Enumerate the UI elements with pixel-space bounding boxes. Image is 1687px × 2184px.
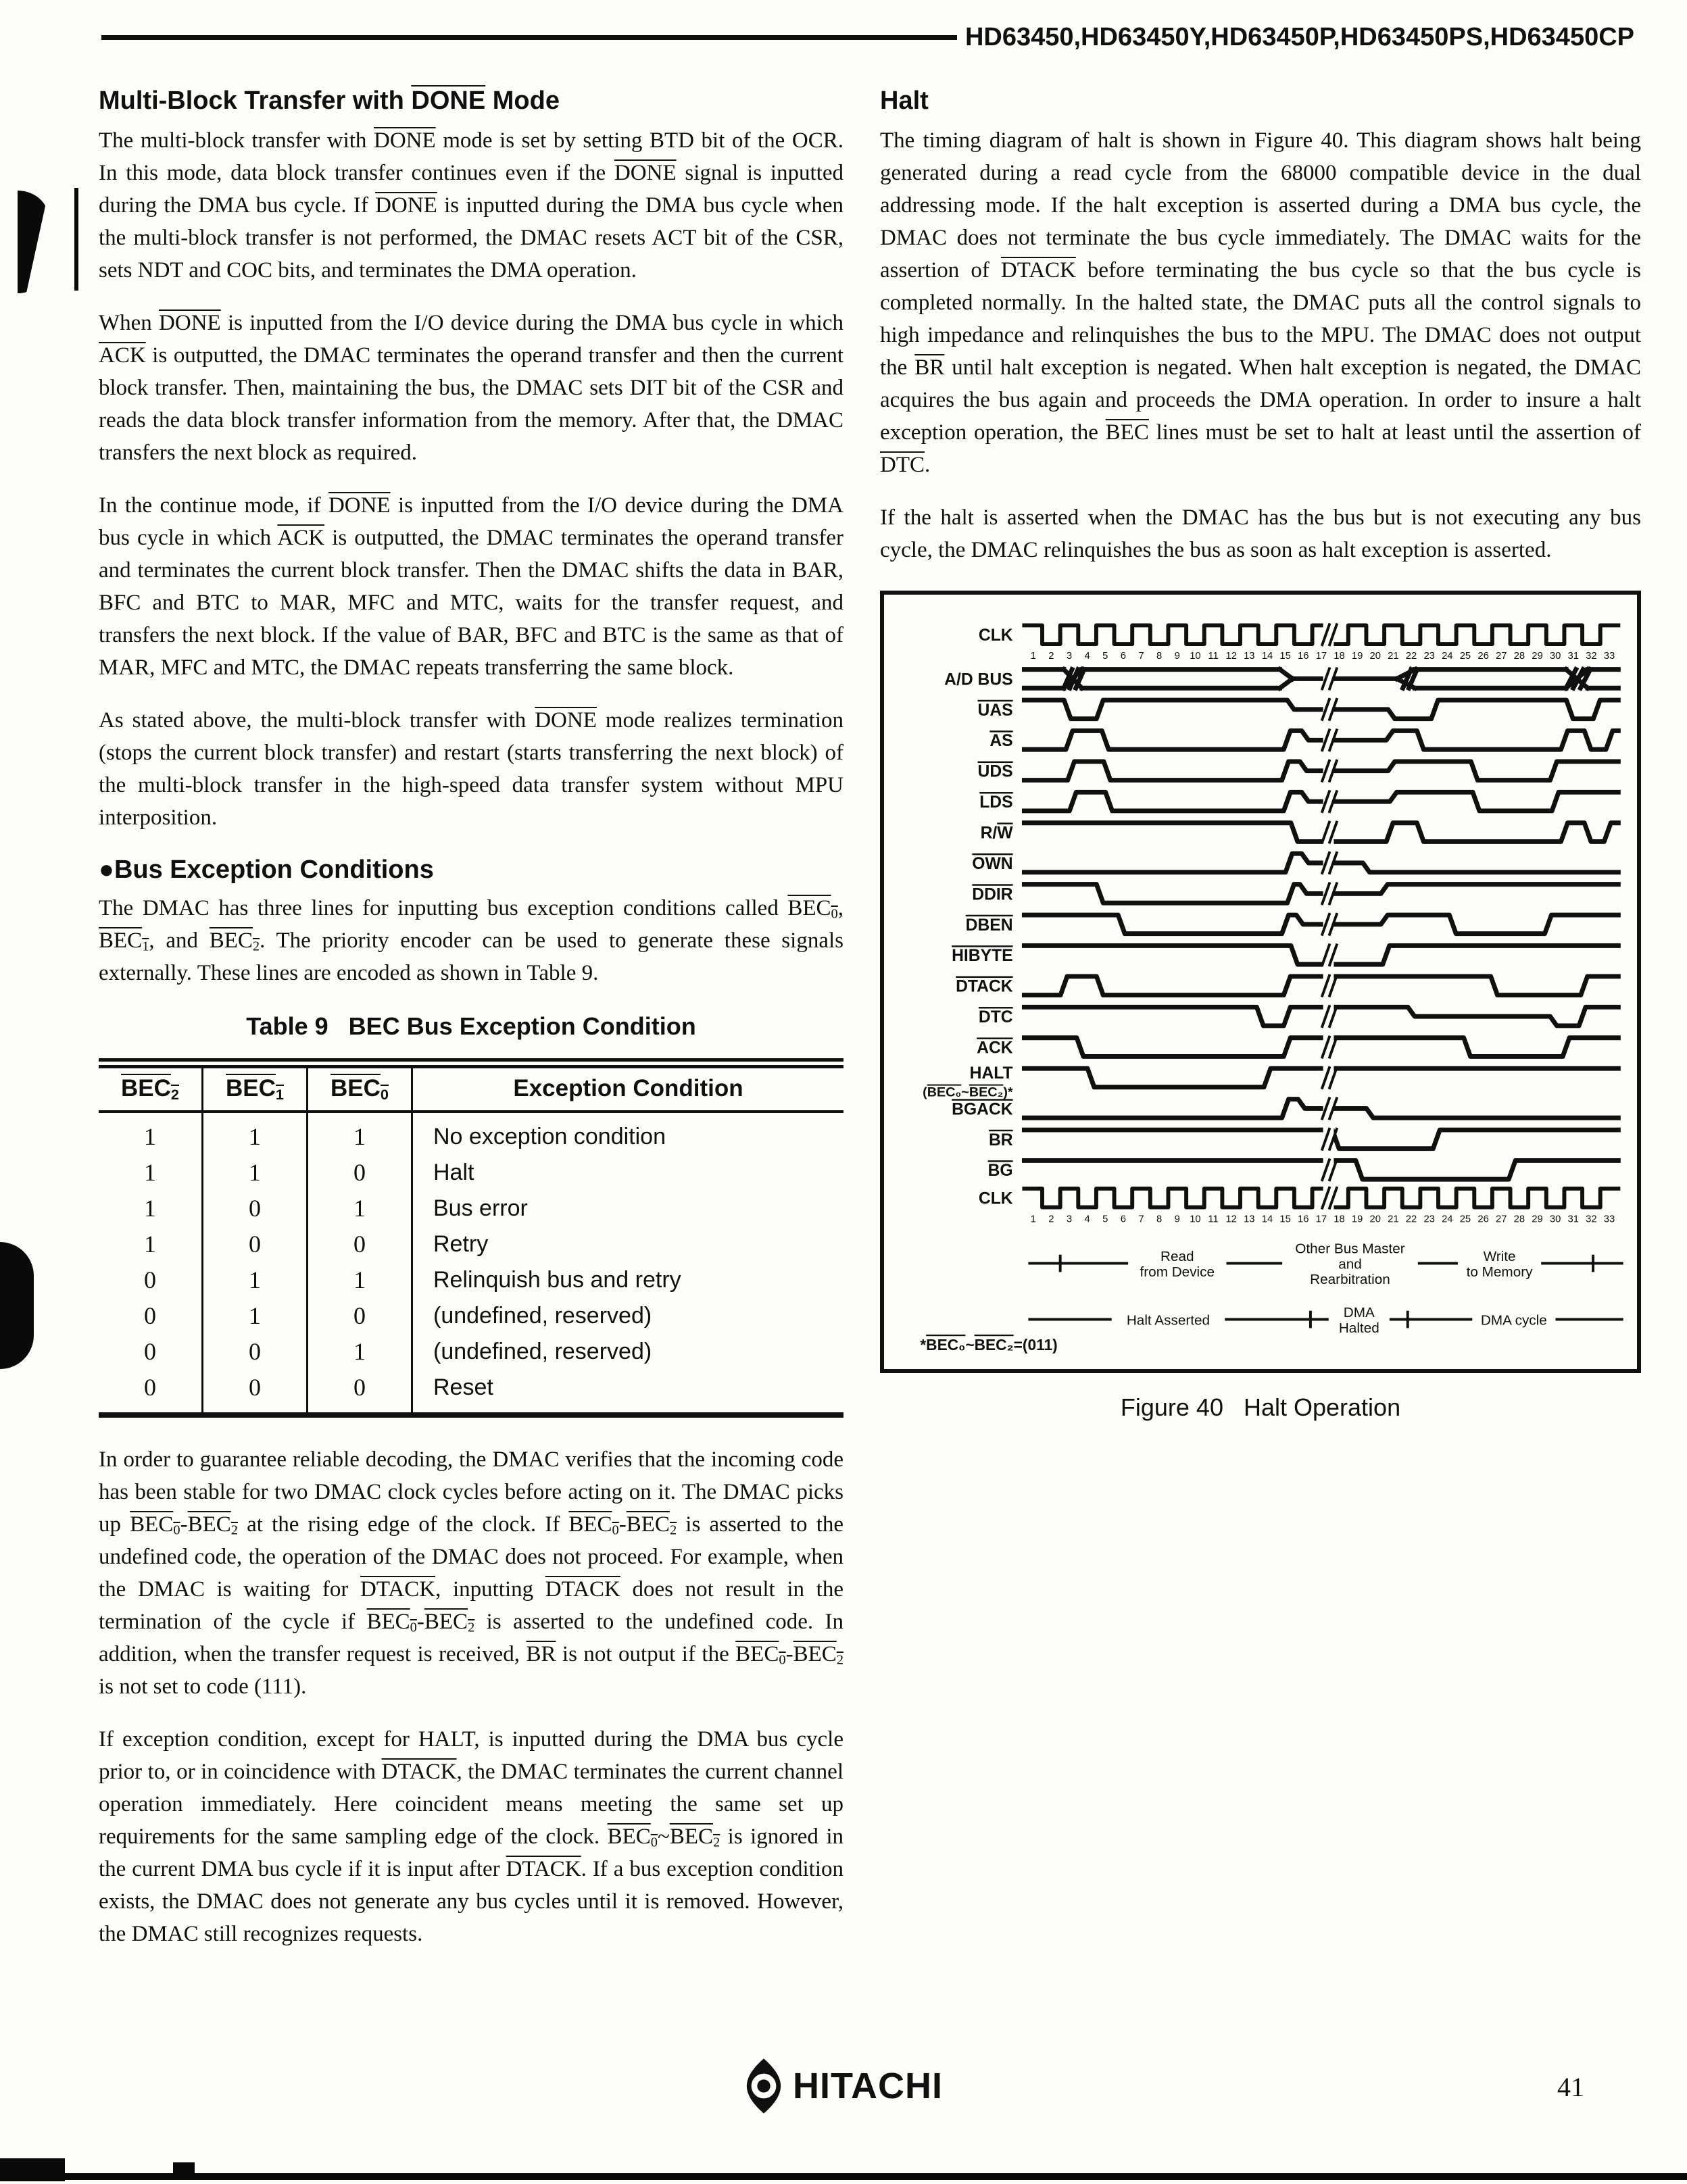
table-row — [99, 1191, 844, 1226]
svg-text:2: 2 — [1048, 650, 1054, 662]
svg-text:Halted: Halted — [1338, 1320, 1379, 1336]
svg-text:25: 25 — [1459, 650, 1471, 662]
page-number: 41 — [1557, 2072, 1584, 2102]
scan-artifact — [173, 2162, 195, 2180]
svg-text:12: 12 — [1225, 1214, 1237, 1225]
signal-row-3 — [989, 725, 1618, 755]
svg-text:20: 20 — [1369, 1214, 1382, 1225]
svg-text:R/W: R/W — [980, 824, 1013, 843]
svg-text:32: 32 — [1586, 650, 1597, 662]
bit-cell: 1 — [203, 1262, 308, 1298]
svg-text:24: 24 — [1442, 1214, 1453, 1225]
table-row — [99, 1226, 844, 1262]
paragraph: When DONE is inputted from the I/O device during the DMA bus cycle in which $\overline{ACK}$ is outputted, the DMAC terminates the operand transfer and then the current block transfer. Then, maintaining the bus, the DMAC sets DIT bit of the CSR and reads the data block transfer information from the memory. After that, the DMAC transfers the next block as required. — [99, 311, 844, 465]
scan-artifact — [74, 188, 78, 291]
table-col-header: Exception Condition — [412, 1067, 844, 1112]
bit-cell: 1 — [203, 1112, 308, 1155]
svg-text:DDIR: DDIR — [972, 885, 1013, 904]
condition-cell: Retry — [412, 1226, 844, 1262]
svg-text:17: 17 — [1315, 1214, 1327, 1225]
svg-text:BR: BR — [988, 1131, 1013, 1149]
table-header-row — [99, 1067, 844, 1112]
scan-artifact — [0, 1242, 34, 1369]
figure-caption: Figure 40 Halt Operation — [1120, 1393, 1401, 1421]
left-column — [99, 85, 844, 1970]
svg-text:to Memory: to Memory — [1466, 1264, 1533, 1280]
signal-row-4 — [978, 755, 1619, 786]
svg-text:13: 13 — [1244, 1214, 1255, 1225]
bit-cell: 0 — [144, 1302, 156, 1329]
svg-text:30: 30 — [1549, 650, 1561, 662]
signal-row-12 — [979, 1001, 1618, 1031]
svg-text:22: 22 — [1405, 1214, 1417, 1225]
svg-text:14: 14 — [1261, 650, 1273, 662]
svg-text:15: 15 — [1279, 1214, 1291, 1225]
svg-text:4: 4 — [1084, 650, 1090, 662]
svg-text:3: 3 — [1066, 1214, 1073, 1225]
figure40-box — [880, 591, 1641, 1373]
table-row — [99, 1112, 844, 1155]
signal-row-11 — [956, 970, 1618, 1001]
signal-row-13 — [977, 1032, 1618, 1062]
svg-text:3: 3 — [1066, 650, 1073, 662]
condition-cell: Halt — [412, 1155, 844, 1191]
svg-text:OWN: OWN — [972, 854, 1013, 873]
svg-text:24: 24 — [1442, 650, 1453, 662]
svg-text:7: 7 — [1138, 1214, 1144, 1225]
timing-diagram — [884, 595, 1637, 1369]
svg-text:A/D BUS: A/D BUS — [944, 670, 1013, 689]
svg-text:13: 13 — [1244, 650, 1255, 662]
paragraph: As stated above, the multi-block transfer with DONE mode realizes termination (stops the current block transfer) and restart (starts transferring the next block) of the multi-block transfer in the high-speed data transfer system without MPU interposition. — [99, 708, 844, 830]
header-rule — [101, 35, 957, 40]
table-row — [99, 1298, 844, 1334]
bit-cell: 1 — [144, 1195, 156, 1222]
paragraph: If the halt is asserted when the DMAC has the bus but is not executing any bus cycle, the DMAC relinquishes the bus as soon as halt exception is asserted. — [880, 505, 1641, 562]
svg-text:9: 9 — [1174, 650, 1180, 662]
svg-text:12: 12 — [1225, 650, 1237, 662]
bit-cell: 0 — [144, 1374, 156, 1401]
table-row — [99, 1262, 844, 1298]
svg-text:33: 33 — [1603, 1214, 1615, 1225]
svg-text:26: 26 — [1477, 1214, 1489, 1225]
svg-text:18: 18 — [1334, 650, 1345, 662]
table-row — [99, 1155, 844, 1191]
condition-cell: Reset — [412, 1370, 844, 1415]
paragraph: The multi-block transfer with DONE mode is set by setting BTD bit of the OCR. In this mode, data block transfer continues even if the DONE signal is inputted during the DMA bus cycle. If DONE is inputted during the DMA bus cycle when the multi-block transfer is not performed, the DMAC resets ACT bit of the CSR, sets NDT and COC bits, and terminates the DMA operation. — [99, 128, 844, 282]
svg-text:32: 32 — [1586, 1214, 1597, 1225]
paragraph: In order to guarantee reliable decoding, the DMAC verifies that the incoming code has been stable for two DMAC clock cycles before acting on it. The DMAC picks up $BEC_0-BEC_2$ at the rising edge of the clock. If $BEC_0-BEC_2$ is asserted to the undefined code, the operation of the DMAC does not proceed. For example, when the DMAC is waiting for DTACK, inputting DTACK does not result in the termination of the cycle if $BEC_0-BEC_2$ is asserted to the undefined code. In addition, when the transfer request is received, $\overline{BR}$ is not output if the $BEC_0-BEC_2$ is not set to code (111). — [99, 1447, 844, 1699]
svg-text:BG: BG — [987, 1162, 1013, 1181]
svg-text:CLK: CLK — [978, 626, 1013, 645]
svg-text:22: 22 — [1405, 650, 1417, 662]
svg-text:DMA: DMA — [1343, 1305, 1375, 1321]
scan-artifact — [18, 191, 49, 293]
svg-text:Halt Asserted: Halt Asserted — [1126, 1312, 1211, 1329]
paragraph: The DMAC has three lines for inputting bus exception conditions called $BEC_0$, $BEC_1$, and $BEC_2$. The priority encoder can be used to generate these signals externally. These lines are encoded as shown in Table 9. — [99, 896, 844, 985]
right-column — [880, 85, 1641, 1970]
two-column-layout — [99, 85, 1641, 1970]
bit-cell: 0 — [308, 1370, 412, 1415]
condition-cell: (undefined, reserved) — [412, 1334, 844, 1370]
svg-text:29: 29 — [1532, 1214, 1543, 1225]
svg-text:ACK: ACK — [977, 1039, 1013, 1058]
signal-row-18 — [979, 1183, 1618, 1224]
svg-text:2: 2 — [1048, 1214, 1054, 1225]
bit-cell: 0 — [144, 1338, 156, 1365]
svg-text:21: 21 — [1388, 1214, 1399, 1225]
bit-cell: 0 — [203, 1191, 308, 1226]
table9-container — [99, 1012, 844, 1418]
phase-row-0 — [1029, 1241, 1621, 1287]
svg-text:and: and — [1338, 1256, 1362, 1272]
page-title: HD63450,HD63450Y,HD63450P,HD63450PS,HD63450CP — [964, 23, 1634, 51]
svg-text:HALT: HALT — [969, 1064, 1013, 1083]
signal-row-14 — [923, 1062, 1618, 1099]
condition-cell: (undefined, reserved) — [412, 1298, 844, 1334]
bit-cell: 0 — [203, 1226, 308, 1262]
figure-footnote: *BEC₀~BEC₂=(011) — [920, 1335, 1058, 1354]
signal-row-2 — [978, 694, 1619, 724]
svg-text:19: 19 — [1351, 1214, 1363, 1225]
table-row — [99, 1370, 844, 1415]
svg-text:23: 23 — [1423, 650, 1435, 662]
svg-text:UAS: UAS — [977, 701, 1013, 720]
svg-text:CLK: CLK — [978, 1189, 1013, 1208]
signal-row-5 — [979, 786, 1618, 816]
svg-text:20: 20 — [1369, 650, 1382, 662]
signal-row-6 — [981, 817, 1619, 847]
condition-cell: Relinquish bus and retry — [412, 1262, 844, 1298]
svg-text:28: 28 — [1513, 650, 1525, 662]
bit-cell: 0 — [308, 1155, 412, 1191]
page-header — [101, 23, 1634, 52]
svg-text:5: 5 — [1102, 1214, 1108, 1225]
svg-text:BGACK: BGACK — [952, 1100, 1013, 1119]
svg-text:1: 1 — [1030, 650, 1036, 662]
phase-row-1 — [1029, 1305, 1621, 1336]
signal-row-0 — [979, 620, 1618, 662]
bit-cell: 1 — [308, 1191, 412, 1226]
svg-text:Other Bus Master: Other Bus Master — [1295, 1241, 1405, 1257]
svg-text:HIBYTE: HIBYTE — [952, 947, 1013, 966]
signal-row-16 — [989, 1124, 1618, 1154]
bit-cell: 1 — [144, 1159, 156, 1186]
table-col-header: $BEC_0$ — [308, 1067, 412, 1112]
svg-text:16: 16 — [1298, 650, 1309, 662]
condition-cell: No exception condition — [412, 1112, 844, 1155]
scan-artifact — [0, 2173, 1687, 2180]
bec-exception-table — [99, 1065, 844, 1418]
signal-row-9 — [966, 909, 1619, 939]
svg-text:5: 5 — [1102, 650, 1108, 662]
condition-cell: Bus error — [412, 1191, 844, 1226]
svg-text:Rearbitration: Rearbitration — [1310, 1272, 1390, 1288]
section-heading-halt: Halt — [880, 86, 929, 115]
svg-text:DBEN: DBEN — [965, 916, 1013, 935]
svg-text:31: 31 — [1567, 650, 1579, 662]
bit-cell: 0 — [203, 1370, 308, 1415]
svg-text:8: 8 — [1156, 1214, 1163, 1225]
svg-text:14: 14 — [1261, 1214, 1273, 1225]
svg-text:9: 9 — [1174, 1214, 1180, 1225]
brand-name: HITACHI — [793, 2066, 943, 2106]
svg-text:11: 11 — [1208, 650, 1219, 662]
bit-cell: 1 — [203, 1155, 308, 1191]
svg-text:6: 6 — [1120, 650, 1127, 662]
svg-text:6: 6 — [1120, 1214, 1127, 1225]
svg-text:33: 33 — [1603, 650, 1615, 662]
svg-text:4: 4 — [1084, 1214, 1090, 1225]
table-col-header: $BEC_1$ — [203, 1067, 308, 1112]
svg-text:DTC: DTC — [978, 1008, 1013, 1027]
table-col-header: $BEC_2$ — [99, 1067, 203, 1112]
signal-row-7 — [972, 847, 1618, 878]
section-heading-multiblock: Multi-Block Transfer with DONE Mode — [99, 86, 560, 115]
svg-text:DTACK: DTACK — [956, 977, 1013, 996]
svg-text:18: 18 — [1334, 1214, 1345, 1225]
bit-cell: 1 — [144, 1231, 156, 1258]
svg-text:10: 10 — [1190, 650, 1201, 662]
svg-text:29: 29 — [1532, 650, 1543, 662]
svg-text:from Device: from Device — [1140, 1264, 1215, 1280]
bit-cell: 1 — [308, 1262, 412, 1298]
signal-row-10 — [952, 940, 1618, 970]
bit-cell: 1 — [203, 1298, 308, 1334]
svg-text:11: 11 — [1208, 1214, 1219, 1225]
svg-text:19: 19 — [1351, 650, 1363, 662]
svg-text:UDS: UDS — [977, 762, 1013, 781]
signal-row-1 — [944, 664, 1618, 694]
table-title: Table 9 BEC Bus Exception Condition — [246, 1012, 696, 1040]
svg-text:DMA cycle: DMA cycle — [1480, 1312, 1547, 1329]
svg-text:16: 16 — [1298, 1214, 1309, 1225]
paragraph: The timing diagram of halt is shown in Figure 40. This diagram shows halt being generated during a read cycle from the 68000 compatible device in the dual addressing mode. If the halt exception is asserted during a DMA bus cycle, the DMAC does not terminate the bus cycle immediately. The DMAC waits for the assertion of DTACK before terminating the bus cycle so that the bus cycle is completed normally. In the halted state, the DMAC puts all the control signals to high impedance and relinquishes the bus to the MPU. The DMAC does not output the $\overline{BR}$ until halt exception is negated. When halt exception is negated, the DMAC acquires the bus again and proceeds the DMA operation. In order to insure a halt exception operation, the $\overline{BEC}$ lines must be set to halt at least until the assertion of $\overline{DTC}$. — [880, 128, 1642, 477]
bit-cell: 0 — [203, 1334, 308, 1370]
bit-cell: 0 — [308, 1298, 412, 1334]
bit-cell: 1 — [308, 1112, 412, 1155]
svg-text:8: 8 — [1156, 650, 1163, 662]
svg-text:31: 31 — [1567, 1214, 1579, 1225]
svg-text:28: 28 — [1513, 1214, 1525, 1225]
svg-text:10: 10 — [1190, 1214, 1201, 1225]
svg-text:27: 27 — [1495, 1214, 1507, 1225]
svg-text:AS: AS — [989, 732, 1013, 751]
table-row — [99, 1334, 844, 1370]
svg-text:Write: Write — [1483, 1249, 1516, 1265]
hitachi-logo-icon — [744, 2058, 783, 2114]
section-heading-bus-exception: ●Bus Exception Conditions — [99, 855, 434, 884]
bit-cell: 1 — [144, 1123, 156, 1150]
svg-text:17: 17 — [1315, 650, 1327, 662]
svg-text:30: 30 — [1549, 1214, 1561, 1225]
bit-cell: 0 — [308, 1226, 412, 1262]
svg-text:27: 27 — [1495, 650, 1507, 662]
svg-text:LDS: LDS — [979, 793, 1013, 812]
bit-cell: 1 — [308, 1334, 412, 1370]
svg-text:15: 15 — [1279, 650, 1291, 662]
svg-text:(BEC₀~BEC₂)*: (BEC₀~BEC₂)* — [923, 1085, 1013, 1100]
svg-text:Read: Read — [1160, 1249, 1194, 1265]
bit-cell: 0 — [144, 1266, 156, 1293]
svg-text:26: 26 — [1477, 650, 1489, 662]
svg-text:21: 21 — [1388, 650, 1399, 662]
signal-row-17 — [988, 1155, 1619, 1185]
paragraph: If exception condition, except for HALT, is inputted during the DMA bus cycle prior to, or in coincidence with DTACK, the DMAC terminates the current channel operation immediately. Here coincident means meeting the same set up requirements for the same sampling edge of the clock. $BEC_0\sim BEC_2$ is ignored in the current DMA bus cycle if it is input after DTACK. If a bus exception condition exists, the DMAC does not generate any bus cycles until it is removed. However, the DMAC still recognizes requests. — [99, 1727, 844, 1946]
svg-text:25: 25 — [1459, 1214, 1471, 1225]
scan-artifact — [0, 2158, 65, 2181]
svg-text:23: 23 — [1423, 1214, 1435, 1225]
table-top-rule — [99, 1058, 844, 1062]
page-footer — [0, 2058, 1687, 2114]
paragraph: In the continue mode, if DONE is inputted from the I/O device during the DMA bus cycle in which $\overline{ACK}$ is outputted, the DMAC terminates the operand transfer and terminates the current block transfer. Then the DMAC shifts the data in BAR, BFC and BTC to MAR, MFC and MTC, waits for the transfer request, and transfers the next block. If the value of BAR, BFC and BTC is the same as that of MAR, MFC and MTC, the DMAC repeats transferring the same block. — [99, 493, 844, 680]
svg-text:7: 7 — [1138, 650, 1144, 662]
signal-row-8 — [972, 878, 1618, 909]
svg-text:1: 1 — [1030, 1214, 1036, 1225]
signal-row-15 — [952, 1093, 1618, 1124]
